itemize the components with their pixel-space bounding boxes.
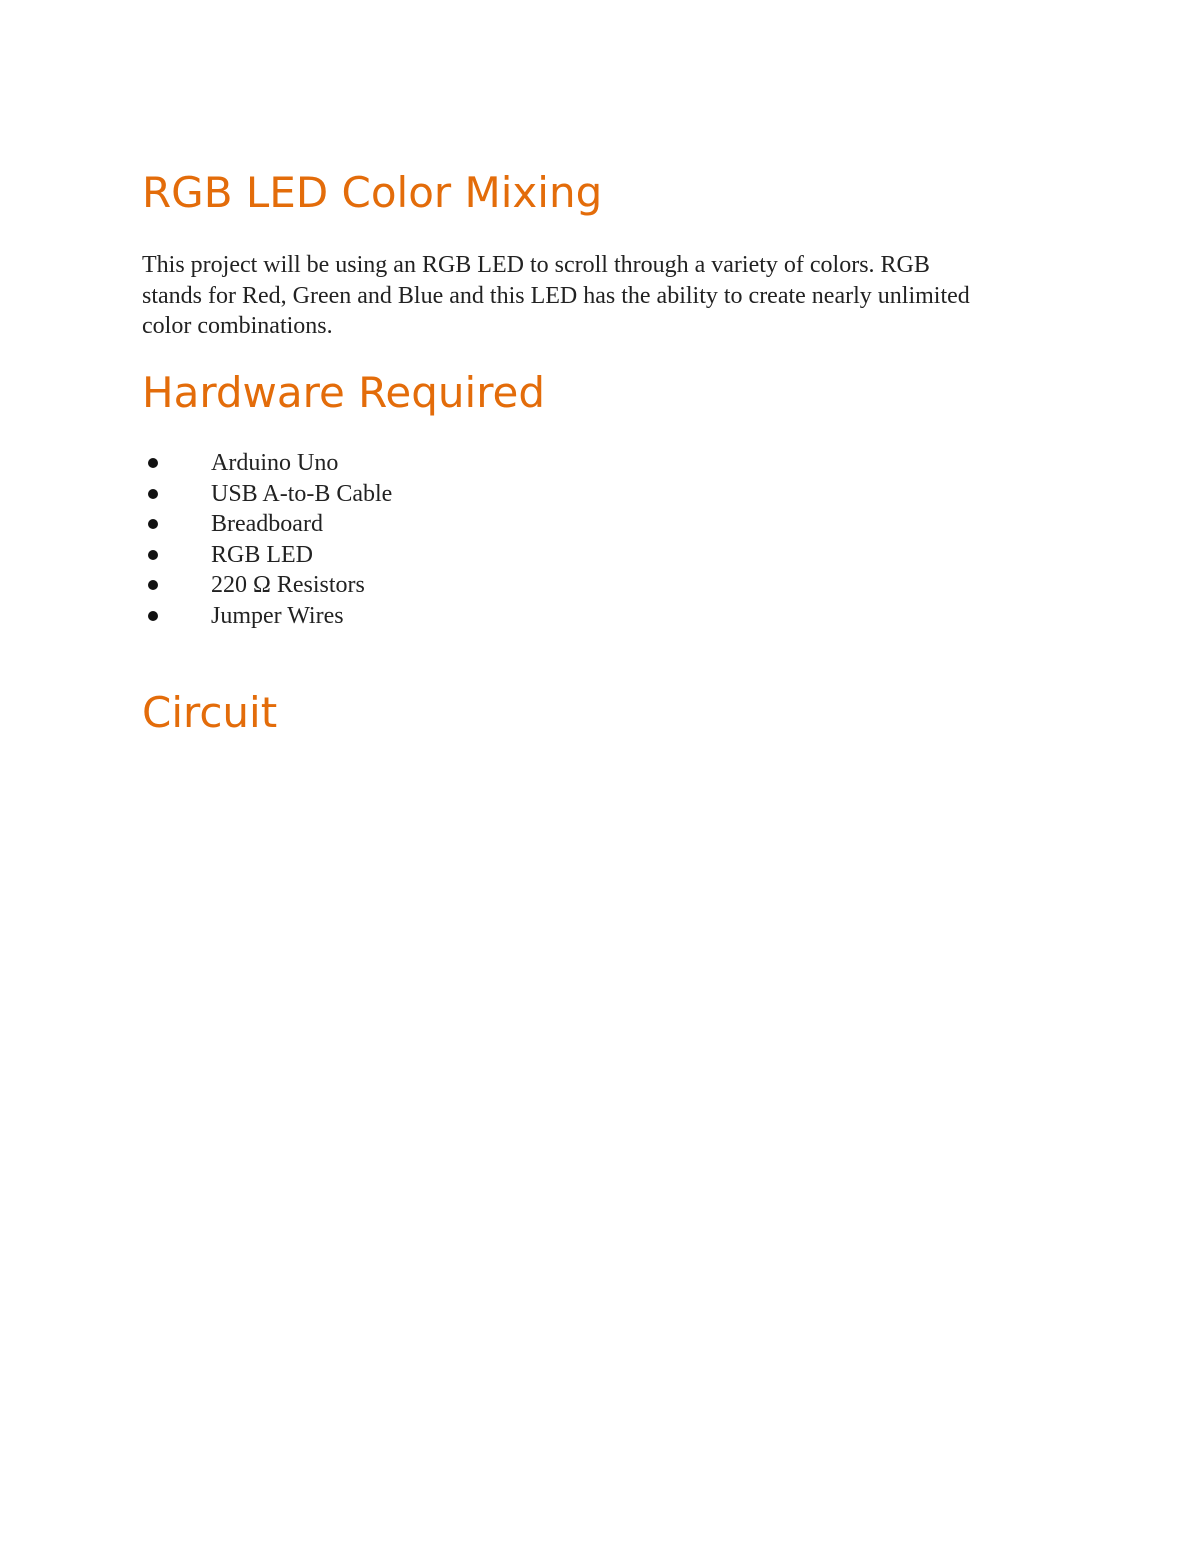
bullet-icon [148,580,158,590]
bullet-icon [148,519,158,529]
list-item-label: Jumper Wires [211,602,344,629]
list-item [142,448,392,479]
bullet-icon [148,458,158,468]
list-item-label: Breadboard [211,511,323,538]
list-item [142,540,392,571]
hardware-heading: Hardware Required [142,368,546,417]
intro-line: stands for Red, Green and Blue and this LED has the ability to create nearly unlimited [142,282,970,309]
page-title: RGB LED Color Mixing [142,168,603,217]
intro-paragraph [142,250,1082,342]
bullet-icon [148,550,158,560]
list-item [142,570,392,601]
hardware-list [142,448,392,632]
list-item [142,601,392,632]
intro-line: color combinations. [142,313,333,339]
bullet-icon [148,489,158,499]
bullet-icon [148,611,158,621]
list-item-label: RGB LED [211,541,313,568]
circuit-heading: Circuit [142,688,278,737]
list-item-label: USB A-to-B Cable [211,480,393,507]
list-item [142,479,392,510]
intro-line: This project will be using an RGB LED to scroll through a variety of colors. RGB [142,252,930,278]
list-item-label: 220 Ω Resistors [211,572,365,599]
list-item-label: Arduino Uno [211,450,339,476]
list-item [142,509,392,540]
